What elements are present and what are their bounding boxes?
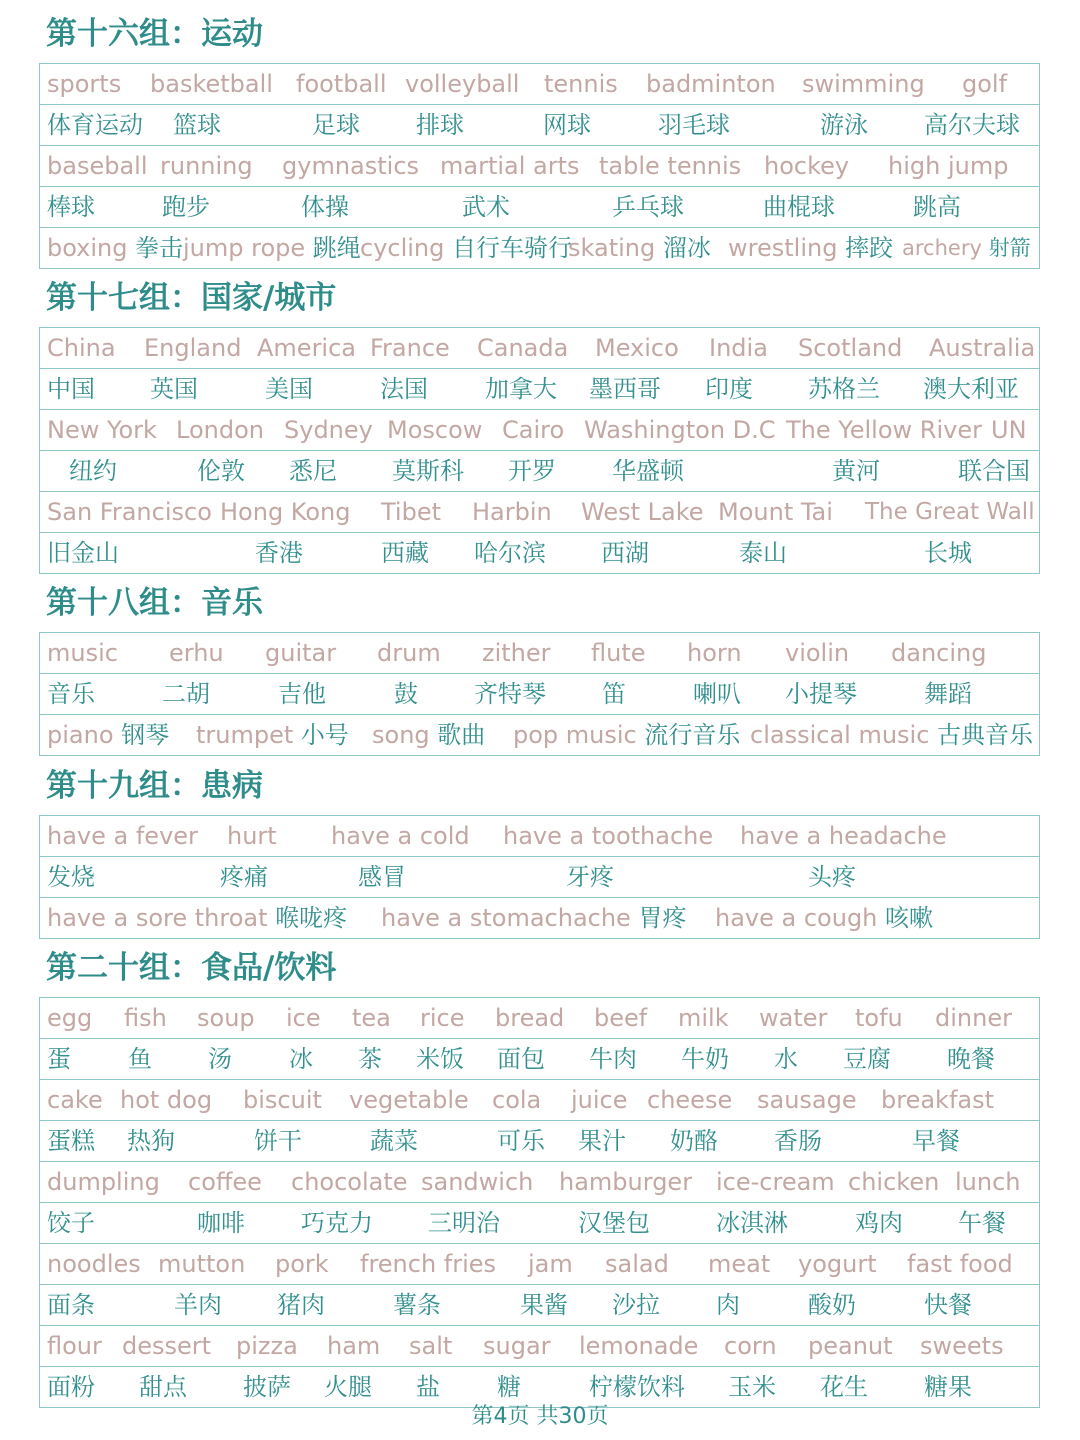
- word: sugar: [483, 1332, 551, 1360]
- word: dessert: [122, 1332, 212, 1360]
- word: Sydney: [284, 416, 373, 444]
- word: France: [370, 334, 450, 362]
- word: hot dog: [120, 1086, 213, 1114]
- g18-row-1: [40, 633, 1039, 673]
- word: San Francisco: [47, 498, 212, 526]
- g20-row-9: [40, 1325, 1039, 1366]
- word: 伦敦: [197, 457, 245, 485]
- word: running: [160, 152, 253, 180]
- word: 武术: [462, 193, 510, 221]
- word: 中国: [47, 375, 95, 403]
- group-19-title: 第十九组：患病: [46, 768, 263, 804]
- word: 牛奶: [681, 1045, 729, 1073]
- word: 排球: [416, 111, 464, 139]
- word: 饼干: [254, 1127, 302, 1155]
- word: 果酱: [520, 1291, 568, 1319]
- g20-row-3: [40, 1079, 1039, 1120]
- word-pair: have a stomachache 胃疼: [381, 904, 687, 932]
- word: 篮球: [173, 111, 221, 139]
- word: 头疼: [808, 863, 856, 891]
- word: 米饭: [416, 1045, 464, 1073]
- word: 果汁: [578, 1127, 626, 1155]
- word: 酸奶: [808, 1291, 856, 1319]
- word: fast food: [907, 1250, 1013, 1278]
- word: Cairo: [502, 416, 565, 444]
- word: 糖果: [924, 1373, 972, 1401]
- g17-row-4: [40, 450, 1039, 491]
- word: vegetable: [349, 1086, 469, 1114]
- word: biscuit: [243, 1086, 322, 1114]
- word: sausage: [757, 1086, 857, 1114]
- word: breakfast: [881, 1086, 995, 1114]
- word: Tibet: [381, 498, 441, 526]
- word: 饺子: [47, 1209, 95, 1237]
- group-18-title: 第十八组：音乐: [46, 585, 263, 621]
- g20-row-10: [40, 1366, 1039, 1407]
- word: 西藏: [381, 539, 429, 567]
- g16-row-4: [40, 186, 1039, 227]
- word: 法国: [380, 375, 428, 403]
- word: have a cold: [331, 822, 470, 850]
- word: 音乐: [47, 680, 95, 708]
- word: 足球: [312, 111, 360, 139]
- word: 莫斯科: [392, 457, 464, 485]
- word: 华盛顿: [612, 457, 684, 485]
- g17-row-5: [40, 491, 1039, 532]
- g16-row-3: [40, 145, 1039, 186]
- word: tennis: [544, 70, 618, 98]
- word: chocolate: [291, 1168, 408, 1196]
- word: guitar: [265, 639, 337, 667]
- word: bread: [495, 1004, 565, 1032]
- word: water: [759, 1004, 828, 1032]
- word: mutton: [158, 1250, 246, 1278]
- word: 香肠: [774, 1127, 822, 1155]
- g17-row-2: [40, 368, 1039, 409]
- word: 面包: [497, 1045, 545, 1073]
- word: sweets: [920, 1332, 1004, 1360]
- word: 快餐: [924, 1291, 972, 1319]
- word: America: [257, 334, 356, 362]
- word: 香港: [255, 539, 303, 567]
- word: 笛: [602, 680, 626, 708]
- word: badminton: [646, 70, 776, 98]
- word: 火腿: [324, 1373, 372, 1401]
- word: volleyball: [405, 70, 520, 98]
- g20-row-8: [40, 1284, 1039, 1325]
- word: 墨西哥: [589, 375, 661, 403]
- word: 披萨: [243, 1373, 291, 1401]
- word: 二胡: [162, 680, 210, 708]
- word: tea: [352, 1004, 391, 1032]
- g20-row-6: [40, 1202, 1039, 1243]
- word: cola: [492, 1086, 542, 1114]
- word: 澳大利亚: [923, 375, 1019, 403]
- g16-row-2: [40, 104, 1039, 145]
- word: 玉米: [728, 1373, 776, 1401]
- word: 咖啡: [197, 1209, 245, 1237]
- word: 感冒: [358, 863, 406, 891]
- group-19-table: [39, 815, 1040, 939]
- word: 早餐: [912, 1127, 960, 1155]
- word: coffee: [188, 1168, 262, 1196]
- word: 奶酪: [670, 1127, 718, 1155]
- word-pair: cycling 自行车骑行: [360, 234, 573, 262]
- group-17-table: [39, 327, 1040, 574]
- word: 西湖: [601, 539, 649, 567]
- word: meat: [708, 1250, 771, 1278]
- word: corn: [724, 1332, 777, 1360]
- word: UN: [991, 416, 1027, 444]
- word: 体操: [301, 193, 349, 221]
- word: jam: [528, 1250, 573, 1278]
- word-pair: skating 溜冰: [568, 234, 711, 262]
- word: cake: [47, 1086, 103, 1114]
- word: lemonade: [579, 1332, 699, 1360]
- word: 羽毛球: [658, 111, 730, 139]
- word: 晚餐: [947, 1045, 995, 1073]
- word: tofu: [855, 1004, 903, 1032]
- page-number: 第4页 共30页: [471, 1404, 609, 1429]
- word: 蔬菜: [370, 1127, 418, 1155]
- g19-row-3: [40, 897, 1039, 938]
- group-20-title: 第二十组：食品/饮料: [46, 950, 337, 986]
- word-pair: archery 射箭: [902, 236, 1031, 260]
- word: sports: [47, 70, 122, 98]
- word: 柠檬饮料: [589, 1373, 685, 1401]
- word: egg: [47, 1004, 93, 1032]
- word: 体育运动: [47, 111, 143, 139]
- word: 花生: [820, 1373, 868, 1401]
- word: 发烧: [47, 863, 95, 891]
- word: 纽约: [69, 457, 117, 485]
- word: ice-cream: [716, 1168, 835, 1196]
- word: rice: [420, 1004, 465, 1032]
- word: England: [144, 334, 242, 362]
- word: 薯条: [393, 1291, 441, 1319]
- word: Australia: [929, 334, 1036, 362]
- word: chicken: [848, 1168, 940, 1196]
- word: noodles: [47, 1250, 141, 1278]
- word: 甜点: [139, 1373, 187, 1401]
- word: 开罗: [508, 457, 556, 485]
- word: 泰山: [739, 539, 787, 567]
- word: 游泳: [820, 111, 868, 139]
- word: pizza: [236, 1332, 298, 1360]
- word: lunch: [955, 1168, 1021, 1196]
- g20-row-4: [40, 1120, 1039, 1161]
- word: 跳高: [913, 193, 961, 221]
- word: 肉: [716, 1291, 740, 1319]
- word: soup: [197, 1004, 255, 1032]
- word: hockey: [764, 152, 850, 180]
- word: 蛋糕: [47, 1127, 95, 1155]
- word: flute: [591, 639, 646, 667]
- word: juice: [571, 1086, 628, 1114]
- word: 汤: [208, 1045, 232, 1073]
- word: beef: [594, 1004, 648, 1032]
- g20-row-1: [40, 998, 1039, 1038]
- word: violin: [785, 639, 850, 667]
- word: 哈尔滨: [474, 539, 546, 567]
- word: 面条: [47, 1291, 95, 1319]
- group-20-table: [39, 997, 1040, 1408]
- word: West Lake: [581, 498, 704, 526]
- word-pair: piano 钢琴: [47, 721, 170, 749]
- g20-row-7: [40, 1243, 1039, 1284]
- word: 水: [774, 1045, 798, 1073]
- word: salad: [605, 1250, 669, 1278]
- word: Mount Tai: [718, 498, 833, 526]
- word: 汉堡包: [578, 1209, 650, 1237]
- word: The Yellow River: [786, 416, 982, 444]
- word: have a toothache: [503, 822, 714, 850]
- g18-row-3: [40, 714, 1039, 755]
- word: Canada: [477, 334, 569, 362]
- word: peanut: [808, 1332, 893, 1360]
- word: 英国: [150, 375, 198, 403]
- word-pair: pop music 流行音乐: [513, 721, 741, 749]
- word: 冰淇淋: [716, 1209, 788, 1237]
- word: martial arts: [440, 152, 580, 180]
- word: 午餐: [958, 1209, 1006, 1237]
- word: 棒球: [47, 193, 95, 221]
- word: salt: [409, 1332, 453, 1360]
- g20-row-2: [40, 1038, 1039, 1079]
- word-pair: song 歌曲: [372, 721, 486, 749]
- word-pair: have a sore throat 喉咙疼: [47, 904, 348, 932]
- word: cheese: [647, 1086, 733, 1114]
- word: 糖: [497, 1373, 521, 1401]
- word: 沙拉: [612, 1291, 660, 1319]
- word: french fries: [360, 1250, 497, 1278]
- word: Moscow: [387, 416, 483, 444]
- word: flour: [47, 1332, 102, 1360]
- word: 悉尼: [289, 457, 337, 485]
- g17-row-1: [40, 328, 1039, 368]
- g19-row-2: [40, 856, 1039, 897]
- word: milk: [678, 1004, 729, 1032]
- word: 高尔夫球: [924, 111, 1020, 139]
- word: New York: [47, 416, 157, 444]
- word: baseball: [47, 152, 148, 180]
- word: 乒乓球: [612, 193, 684, 221]
- word: ice: [286, 1004, 321, 1032]
- word: 吉他: [278, 680, 326, 708]
- word: 猪肉: [277, 1291, 325, 1319]
- word: India: [709, 334, 768, 362]
- g19-row-1: [40, 816, 1039, 856]
- word: 豆腐: [843, 1045, 891, 1073]
- word-pair: jump rope 跳绳: [183, 234, 361, 262]
- group-16-title: 第十六组：运动: [46, 16, 263, 52]
- word: have a fever: [47, 822, 198, 850]
- word: horn: [687, 639, 742, 667]
- word: pork: [275, 1250, 329, 1278]
- word: 鼓: [394, 680, 418, 708]
- word: golf: [962, 70, 1008, 98]
- word: basketball: [150, 70, 273, 98]
- word-pair: trumpet 小号: [196, 721, 349, 749]
- word: table tennis: [599, 152, 742, 180]
- word-pair: have a cough 咳嗽: [715, 904, 934, 932]
- word: 齐特琴: [474, 680, 546, 708]
- word: 茶: [358, 1045, 382, 1073]
- group-16-table: [39, 63, 1040, 269]
- word: dancing: [891, 639, 987, 667]
- word: 黄河: [832, 457, 880, 485]
- g17-row-6: [40, 532, 1039, 573]
- word: 美国: [265, 375, 313, 403]
- word: 热狗: [127, 1127, 175, 1155]
- word: London: [176, 416, 264, 444]
- word: 鸡肉: [855, 1209, 903, 1237]
- word: dumpling: [47, 1168, 160, 1196]
- word: Scotland: [798, 334, 903, 362]
- word: 疼痛: [220, 863, 268, 891]
- word: 印度: [705, 375, 753, 403]
- word: music: [47, 639, 118, 667]
- word-pair: wrestling 摔跤: [728, 234, 894, 262]
- word: China: [47, 334, 116, 362]
- word: 可乐: [497, 1127, 545, 1155]
- word: 小提琴: [785, 680, 857, 708]
- word: The Great Wall: [865, 499, 1035, 525]
- word: Mexico: [595, 334, 679, 362]
- g20-row-5: [40, 1161, 1039, 1202]
- word: 冰: [289, 1045, 313, 1073]
- word: 联合国: [958, 457, 1030, 485]
- word: ham: [327, 1332, 381, 1360]
- word: 鱼: [128, 1045, 152, 1073]
- word: 牙疼: [566, 863, 614, 891]
- word: 巧克力: [301, 1209, 373, 1237]
- word: 蛋: [47, 1045, 71, 1073]
- g17-row-3: [40, 409, 1039, 450]
- word: drum: [377, 639, 441, 667]
- word: high jump: [888, 152, 1009, 180]
- word: 加拿大: [485, 375, 557, 403]
- word: have a headache: [740, 822, 947, 850]
- group-17-title: 第十七组：国家/城市: [46, 280, 337, 316]
- word: dinner: [935, 1004, 1012, 1032]
- word: 舞蹈: [924, 680, 972, 708]
- word: Harbin: [472, 498, 552, 526]
- word: 苏格兰: [808, 375, 880, 403]
- word: hurt: [227, 822, 277, 850]
- word: Hong Kong: [220, 498, 351, 526]
- word: fish: [124, 1004, 167, 1032]
- word: gymnastics: [282, 152, 420, 180]
- word: 羊肉: [174, 1291, 222, 1319]
- word: Washington D.C: [584, 416, 776, 444]
- word: 跑步: [162, 193, 210, 221]
- g18-row-2: [40, 673, 1039, 714]
- word: 旧金山: [47, 539, 119, 567]
- word: hamburger: [559, 1168, 693, 1196]
- g16-row-5: [40, 227, 1039, 268]
- g16-row-1: [40, 64, 1039, 104]
- word: 面粉: [47, 1373, 95, 1401]
- word: football: [296, 70, 387, 98]
- word: 曲棍球: [763, 193, 835, 221]
- word: 网球: [543, 111, 591, 139]
- group-18-table: [39, 632, 1040, 756]
- word-pair: classical music 古典音乐: [750, 721, 1034, 749]
- word: 喇叭: [693, 680, 741, 708]
- word-pair: boxing 拳击: [47, 234, 184, 262]
- word: 长城: [924, 539, 972, 567]
- word: swimming: [802, 70, 925, 98]
- word: 三明治: [428, 1209, 500, 1237]
- word: 牛肉: [589, 1045, 637, 1073]
- word: sandwich: [421, 1168, 534, 1196]
- word: erhu: [169, 639, 224, 667]
- word: zither: [482, 639, 551, 667]
- word: yogurt: [798, 1250, 877, 1278]
- word: 盐: [416, 1373, 440, 1401]
